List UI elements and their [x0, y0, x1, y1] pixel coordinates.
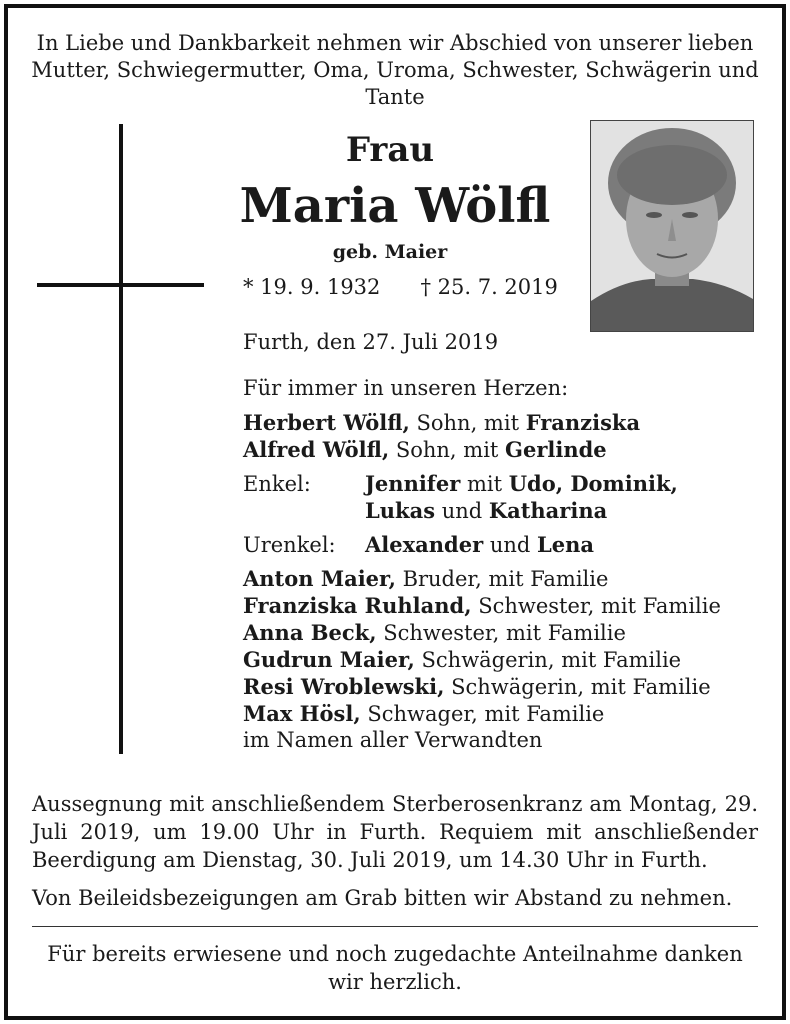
list-item-relative [243, 565, 721, 592]
heart-line: Für immer in unseren Herzen: [243, 376, 569, 400]
child-partner: Franziska [525, 410, 641, 435]
child-partner: Gerlinde [505, 437, 607, 462]
deceased-name: Maria Wölfl [239, 178, 551, 234]
birth-date: * 19. 9. 1932 [243, 275, 381, 299]
life-dates [243, 275, 558, 299]
birth-name: geb. Maier [332, 241, 448, 263]
child-relation: Sohn, mit [389, 438, 506, 462]
connector-text: und [435, 499, 489, 523]
relative-name: Max Hösl, [243, 701, 361, 726]
place-date: Furth, den 27. Juli 2019 [243, 330, 499, 354]
relative-name: Resi Wroblewski, [243, 674, 445, 699]
portrait-photo [590, 120, 754, 332]
grandchild-name: Katharina [488, 498, 608, 523]
grandchildren-label: Enkel: [243, 472, 311, 496]
thanks-text: Für bereits erwiesene und noch zugedachte Anteilnahme danken wir herzlich. [47, 942, 743, 994]
child-name: Herbert Wölfl, [243, 410, 410, 435]
relative-relation: Schwester, mit Familie [471, 594, 721, 618]
grandchild-name: Lukas [365, 498, 436, 523]
relative-relation: Schwägerin, mit Familie [444, 675, 711, 699]
grandchild-name: Udo, Dominik, [508, 471, 678, 496]
grandchild-name: Jennifer [365, 471, 461, 496]
grandchildren-line-1 [243, 470, 721, 497]
relative-name: Gudrun Maier, [243, 647, 415, 672]
list-item-child [243, 409, 721, 436]
intro-text: In Liebe und Dankbarkeit nehmen wir Abschied von unserer lieben Mutter, Schwiegermutter, Oma, Uroma, Schwester, Schwägerin und Tante [31, 31, 759, 109]
connector-text: und [483, 533, 537, 557]
list-item-relative [243, 619, 721, 646]
relative-relation: Schwager, mit Familie [360, 702, 605, 726]
relative-relation: Schwester, mit Familie [376, 621, 626, 645]
list-item-relative [243, 646, 721, 673]
mourners-list [243, 375, 721, 754]
divider [32, 926, 758, 927]
list-item-child [243, 436, 721, 463]
great-grandchild-name: Lena [536, 532, 594, 557]
list-item-relative [243, 700, 721, 727]
connector-text: mit [460, 472, 509, 496]
condolence-note: Von Beileidsbezeigungen am Grab bitten wir Abstand zu nehmen. [32, 886, 733, 910]
child-relation: Sohn, mit [409, 411, 526, 435]
closing-line: im Namen aller Verwandten [243, 728, 543, 752]
great-grandchildren-label: Urenkel: [243, 533, 336, 557]
great-grandchild-name: Alexander [365, 532, 484, 557]
relative-name: Anton Maier, [243, 566, 396, 591]
list-item-relative [243, 592, 721, 619]
grandchildren-line-2 [243, 497, 721, 524]
death-date: † 25. 7. 2019 [420, 275, 558, 299]
child-name: Alfred Wölfl, [243, 437, 390, 462]
relative-name: Anna Beck, [243, 620, 377, 645]
relative-name: Franziska Ruhland, [243, 593, 472, 618]
cross-icon-vertical [119, 124, 123, 754]
list-item-relative [243, 673, 721, 700]
great-grandchildren-line [243, 531, 721, 558]
funeral-details: Aussegnung mit anschließendem Sterberosenkranz am Montag, 29. Juli 2019, um 19.00 Uhr in Furth. Requiem mit anschließender Beerdigung am Dienstag, 30. Juli 2019, um 14.30 Uhr in Furth. [32, 792, 758, 872]
relative-relation: Schwägerin, mit Familie [414, 648, 682, 672]
relative-relation: Bruder, mit Familie [395, 567, 609, 591]
cross-icon-horizontal [37, 283, 204, 287]
salutation: Frau [345, 130, 435, 170]
